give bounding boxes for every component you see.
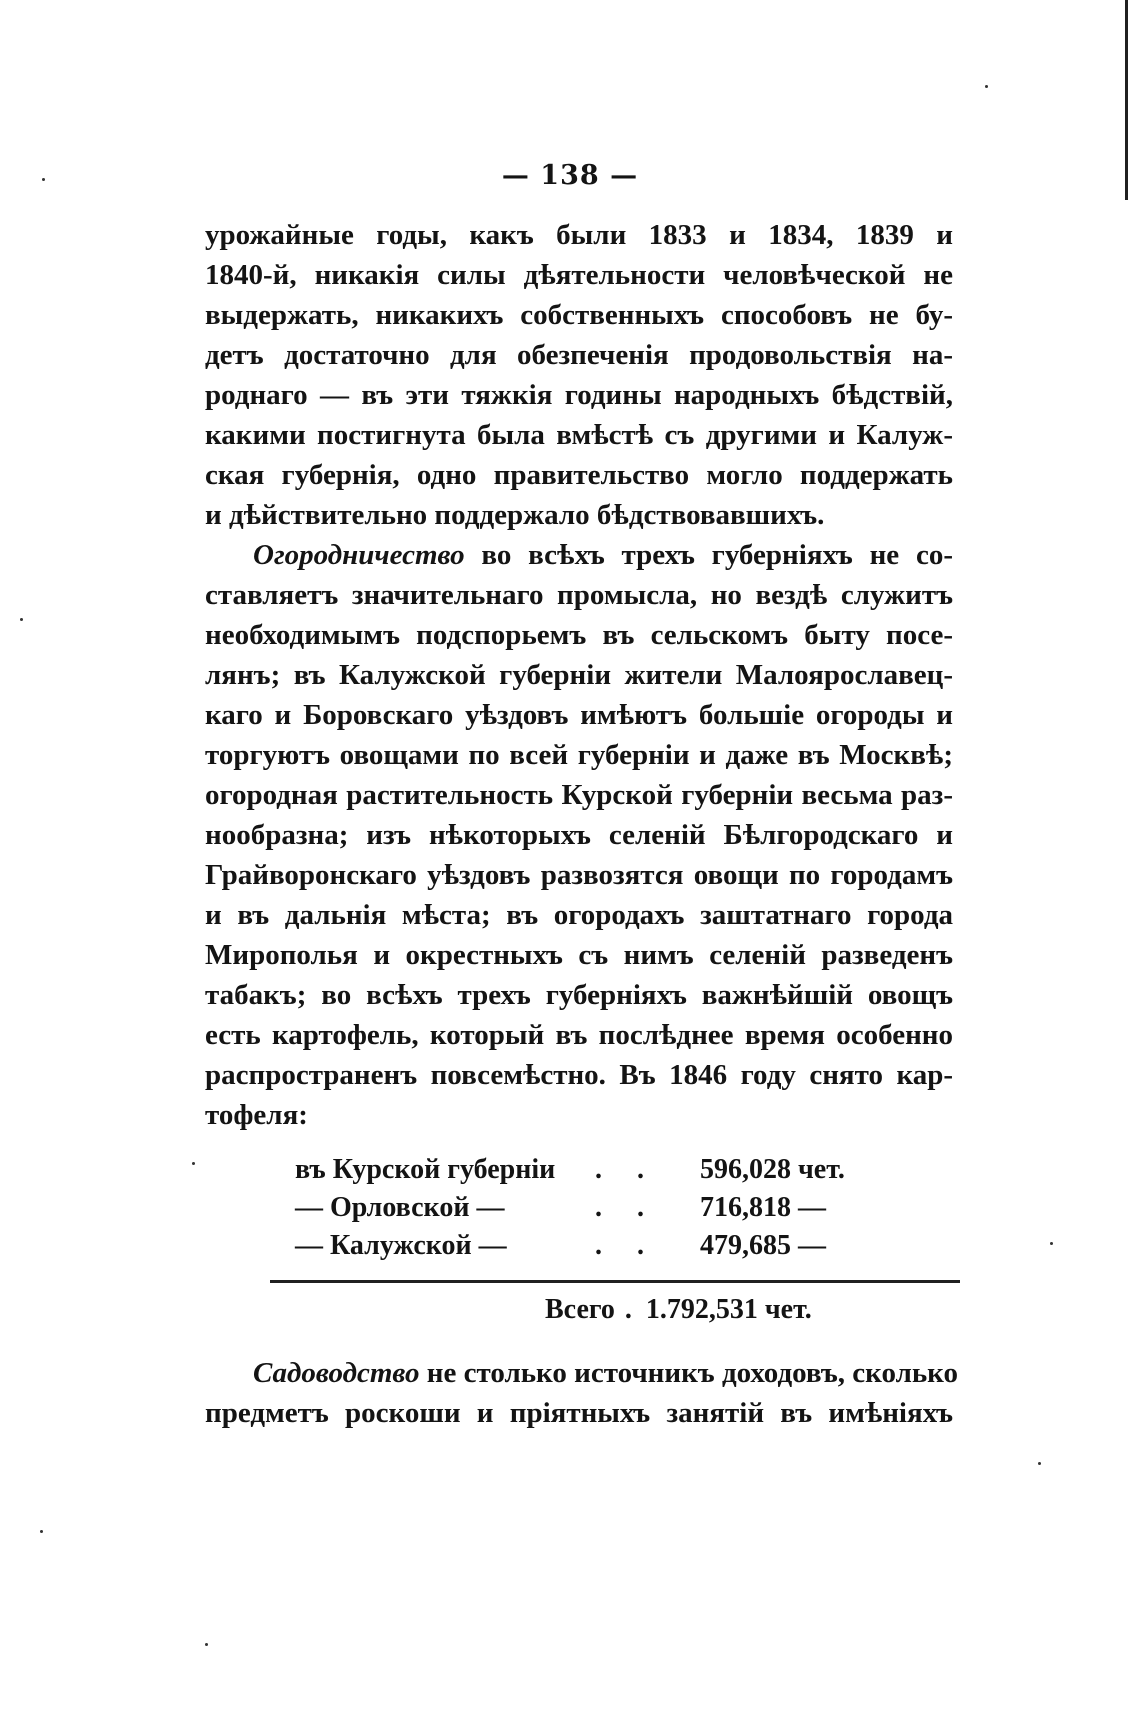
text-line: лянъ; въ Калужской губерніи жители Малоярославец- — [205, 659, 953, 691]
term-horticulture: Садоводство — [253, 1357, 420, 1389]
table-row — [295, 1189, 955, 1227]
table-row — [295, 1227, 955, 1265]
term-gardening: Огородничество — [253, 539, 465, 571]
text-line: и въ дальнія мѣста; въ огородахъ заштатнаго города — [205, 899, 953, 931]
text-line: предметъ роскоши и пріятныхъ занятій въ имѣніяхъ — [205, 1397, 953, 1429]
paper-speck — [1050, 1242, 1053, 1245]
text-line: роднаго — въ эти тяжкія годины народныхъ бѣдствій, — [205, 379, 953, 411]
leader-dots: . . — [595, 1154, 658, 1185]
leader-dots: . . — [595, 1192, 658, 1223]
harvest-value: 596,028 чет. — [700, 1154, 845, 1185]
leader-dot: . — [624, 1294, 632, 1325]
text-line: какими постигнута была вмѣстѣ съ другими и Калуж- — [205, 419, 953, 451]
paragraph-famine-years — [205, 215, 953, 535]
paper-speck — [20, 618, 23, 621]
text-line: распространенъ повсемѣстно. Въ 1846 году снято кар- — [205, 1059, 953, 1091]
text-line: 1840-й, никакія силы дѣятельности человѣческой не — [205, 259, 953, 291]
table-row — [295, 1151, 955, 1189]
harvest-value: 479,685 — — [700, 1230, 826, 1261]
text-line: тофеля: — [205, 1099, 308, 1131]
paper-speck — [205, 1643, 208, 1646]
text-line: выдержать, никакихъ собственныхъ способовъ не бу- — [205, 299, 953, 331]
total-rule — [270, 1280, 960, 1283]
province-label: въ Курской губерніи — [295, 1154, 556, 1185]
paper-speck — [40, 1530, 43, 1533]
total-row — [545, 1290, 812, 1330]
text-line: детъ достаточно для обезпеченія продовольствія на- — [205, 339, 953, 371]
leader-dots: . . — [595, 1230, 658, 1261]
text-line: и дѣйствительно поддержало бѣдствовавшихъ. — [205, 499, 825, 531]
text-line: необходимымъ подспорьемъ въ сельскомъ быту посе- — [205, 619, 953, 651]
text-line: каго и Боровскаго уѣздовъ имѣютъ большіе огороды и — [205, 699, 953, 731]
paragraph-vegetable-gardening — [205, 535, 953, 1135]
text-line: урожайные годы, какъ были 1833 и 1834, 1839 и — [205, 219, 953, 251]
paper-speck — [192, 1162, 195, 1165]
harvest-value: 716,818 — — [700, 1192, 826, 1223]
paper-speck — [1038, 1462, 1041, 1465]
text-line-rest: не столько источникъ доходовъ, сколько — [426, 1357, 959, 1389]
text-line: торгуютъ овощами по всей губерніи и даже въ Москвѣ; — [205, 739, 953, 771]
total-value: 1.792,531 чет. — [645, 1294, 812, 1325]
text-line: табакъ; во всѣхъ трехъ губерніяхъ важнѣйшій овощъ — [205, 979, 953, 1011]
paper-speck — [985, 85, 988, 88]
text-line: Грайворонскаго уѣздовъ развозятся овощи по городамъ — [205, 859, 953, 891]
text-line: нообразна; изъ нѣкоторыхъ селеній Бѣлгородскаго и — [205, 819, 953, 851]
text-line-first — [205, 535, 953, 575]
text-line: ская губернія, одно правительство могло поддержать — [205, 459, 953, 491]
paragraph-horticulture — [205, 1353, 959, 1433]
text-line: есть картофель, который въ послѣднее время особенно — [205, 1019, 953, 1051]
text-line: ставляетъ значительнаго промысла, но вездѣ служитъ — [205, 579, 953, 611]
province-label: — Орловской — — [295, 1192, 505, 1223]
potato-harvest-table — [295, 1151, 955, 1265]
text-line-rest: во всѣхъ трехъ губерніяхъ не со- — [481, 539, 953, 571]
text-line-first — [205, 1353, 959, 1393]
text-line: Мирополья и окрестныхъ съ нимъ селеній разведенъ — [205, 939, 953, 971]
text-line: огородная растительность Курской губерніи весьма раз- — [205, 779, 953, 811]
page-number: — 138 — — [501, 160, 639, 191]
total-label: Всего — [545, 1294, 615, 1325]
province-label: — Калужской — — [295, 1230, 507, 1261]
